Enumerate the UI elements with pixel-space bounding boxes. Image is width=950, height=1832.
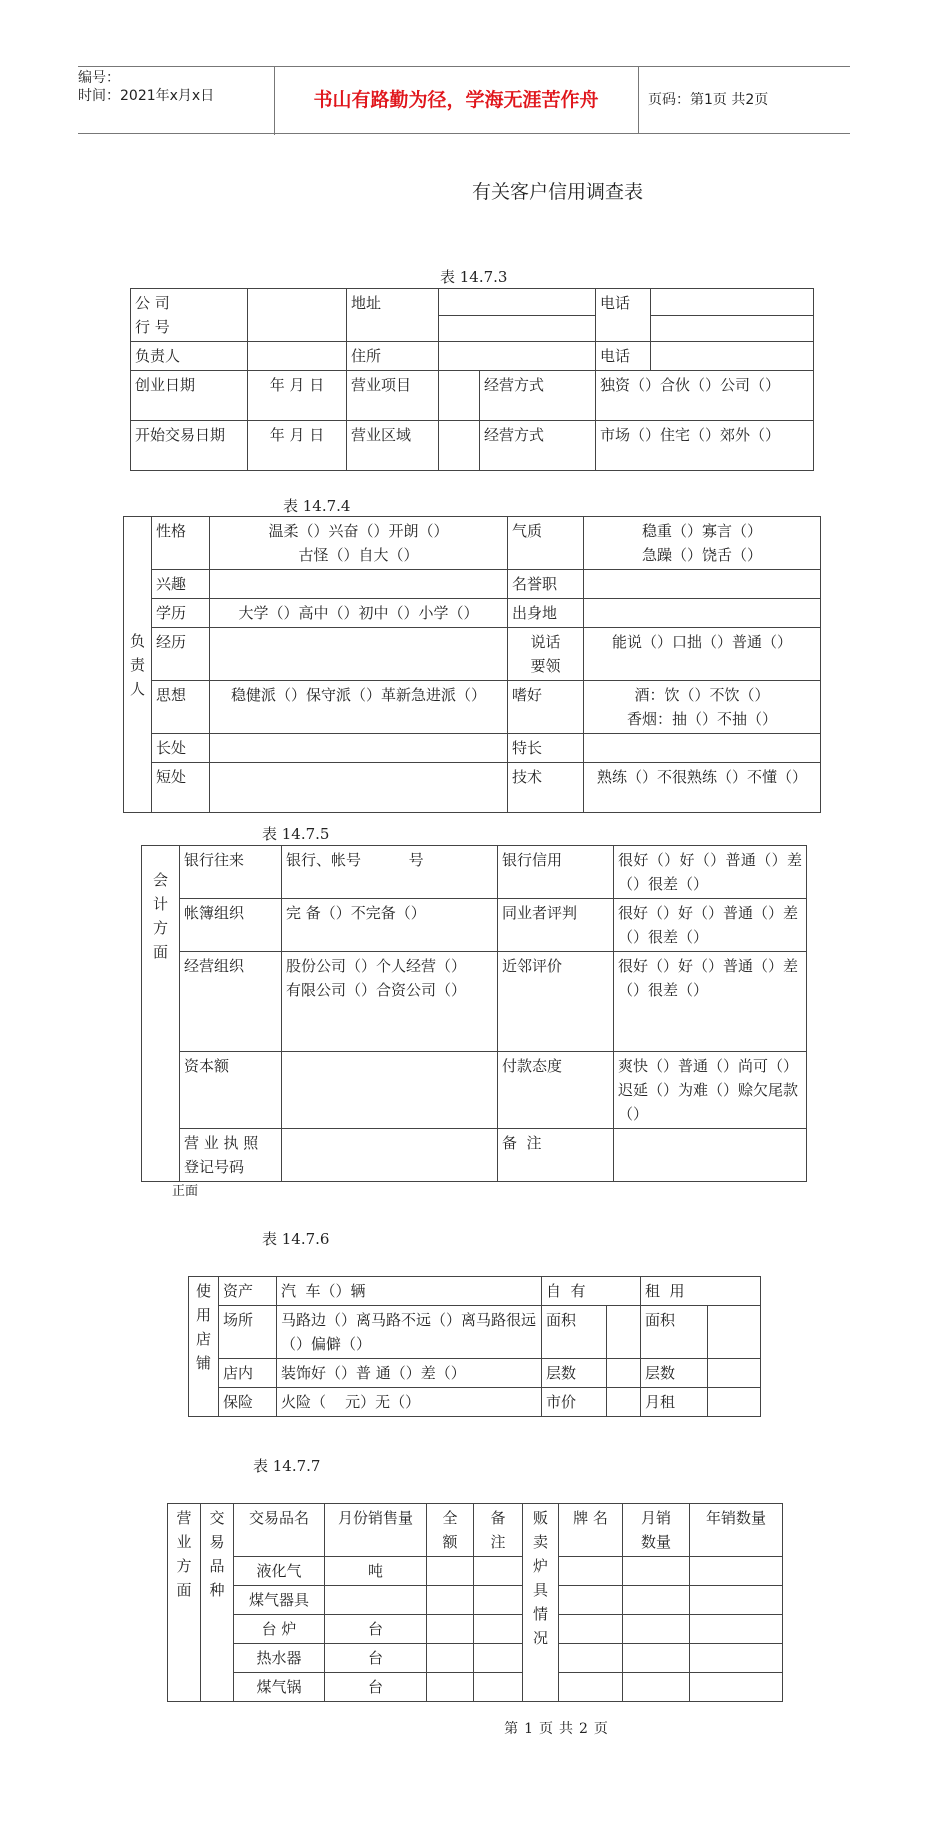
- label-inside: 店内: [219, 1359, 277, 1388]
- label-thought: 思想: [152, 681, 210, 734]
- temperament-options: 稳重（）寡言（） 急躁（）饶舌（）: [584, 517, 821, 570]
- footer-ye: 页: [539, 1721, 553, 1737]
- label-market-price: 市价: [542, 1388, 607, 1417]
- owner-side-label: 负责人: [124, 517, 152, 813]
- org-options-1: 股份公司（）个人经营（）: [286, 957, 467, 975]
- payment-options: 爽快（）普通（）尚可（）迟延（）为难（）赊欠尾款（）: [614, 1052, 807, 1129]
- org-options: [282, 952, 498, 1052]
- stove-brand[interactable]: [559, 1615, 623, 1644]
- value-interest[interactable]: [210, 570, 508, 599]
- value-owner[interactable]: [248, 342, 347, 371]
- peer-options: 很好（）好（）普通（）差（）很差（）: [614, 899, 807, 952]
- business-area-options: 市场（）住宅（）郊外（）: [596, 421, 814, 471]
- stove-brand[interactable]: [559, 1557, 623, 1586]
- label-owner: 负责人: [131, 342, 248, 371]
- value-monthly-rent[interactable]: [708, 1388, 761, 1417]
- label-character: 性格: [152, 517, 210, 570]
- owner-table: [123, 516, 821, 813]
- col-item-name: 交易品名: [234, 1504, 325, 1557]
- footer-total-num: 2: [579, 1721, 588, 1737]
- label-bank-credit: 银行信用: [498, 846, 614, 899]
- business-table: [167, 1503, 783, 1702]
- stove-month[interactable]: [623, 1673, 690, 1702]
- label-residence: 住所: [347, 342, 439, 371]
- item-total[interactable]: [427, 1586, 474, 1615]
- item-unit: 吨: [325, 1557, 427, 1586]
- label-monthly-rent: 月租: [641, 1388, 708, 1417]
- value-business-area[interactable]: [439, 421, 480, 471]
- value-rent-floors[interactable]: [708, 1359, 761, 1388]
- item-total[interactable]: [427, 1644, 474, 1673]
- label-books: 帐簿组织: [180, 899, 282, 952]
- stove-month[interactable]: [623, 1557, 690, 1586]
- col-brand: 牌 名: [559, 1504, 623, 1557]
- label-remark: 备 注: [498, 1129, 614, 1182]
- value-experience[interactable]: [210, 628, 508, 681]
- label-manage-mode-2: 经营方式: [480, 421, 596, 471]
- label-birthplace: 出身地: [508, 599, 584, 628]
- accounting-side-label: 会计方面: [142, 846, 180, 1182]
- time-label: 时间：2021年x月x日: [78, 88, 215, 104]
- character-options: 温柔（）兴奋（）开朗（） 古怪（）自大（）: [210, 517, 508, 570]
- col-month-sales: 月份销售量: [325, 1504, 427, 1557]
- label-asset: 资产: [219, 1277, 277, 1306]
- value-founded-date: 年 月 日: [248, 371, 347, 421]
- stove-year[interactable]: [690, 1644, 783, 1673]
- item-name: 台 炉: [234, 1615, 325, 1644]
- value-honor[interactable]: [584, 570, 821, 599]
- label-interest: 兴趣: [152, 570, 210, 599]
- label-rent-area: 面积: [641, 1306, 708, 1359]
- label-phone-2: 电话: [596, 342, 651, 371]
- footer-di: 第: [504, 1721, 519, 1737]
- value-weakness[interactable]: [210, 763, 508, 813]
- stove-brand[interactable]: [559, 1644, 623, 1673]
- value-phone-2[interactable]: [651, 315, 814, 342]
- col-total: 全 额: [427, 1504, 474, 1557]
- item-remark[interactable]: [474, 1615, 523, 1644]
- label-own: 自 有: [542, 1277, 641, 1306]
- label-experience: 经历: [152, 628, 210, 681]
- inside-options: 装饰好（）普 通（）差（）: [277, 1359, 542, 1388]
- label-company: 公 司 行 号: [131, 289, 248, 342]
- value-business-item[interactable]: [439, 371, 480, 421]
- value-residence[interactable]: [439, 342, 596, 371]
- value-own-area[interactable]: [607, 1306, 641, 1359]
- stove-year[interactable]: [690, 1673, 783, 1702]
- number-label: 编号：: [78, 70, 120, 86]
- stove-side-label: 贩卖炉具情况: [523, 1504, 559, 1702]
- speech-options: 能说（）口拙（）普通（）: [584, 628, 821, 681]
- table-caption-1477: 表 14.7.7: [253, 1457, 321, 1475]
- business-side-label: 营业方面: [168, 1504, 201, 1702]
- table-caption-1475: 表 14.7.5: [262, 825, 330, 843]
- front-note: 正面: [172, 1184, 199, 1199]
- trade-type-side-label: 交易品种: [201, 1504, 234, 1702]
- item-unit: 台: [325, 1644, 427, 1673]
- stove-brand[interactable]: [559, 1673, 623, 1702]
- page-info: 页码：第1页 共2页: [648, 92, 769, 108]
- label-bank: 银行往来: [180, 846, 282, 899]
- item-remark[interactable]: [474, 1586, 523, 1615]
- header-meta: [78, 67, 275, 135]
- label-temperament: 气质: [508, 517, 584, 570]
- car-options: 汽 车（）辆: [277, 1277, 542, 1306]
- col-remark: 备 注: [474, 1504, 523, 1557]
- stove-brand[interactable]: [559, 1586, 623, 1615]
- label-manage-mode: 经营方式: [480, 371, 596, 421]
- company-table: [130, 288, 814, 471]
- neighbor-options: 很好（）好（）普通（）差（）很差（）: [614, 952, 807, 1052]
- value-phone-1[interactable]: [651, 289, 814, 316]
- item-name: 煤气器具: [234, 1586, 325, 1615]
- label-org: 经营组织: [180, 952, 282, 1052]
- store-side-label: 使用店铺: [189, 1277, 219, 1417]
- item-remark[interactable]: [474, 1644, 523, 1673]
- value-license[interactable]: [282, 1129, 498, 1182]
- footer-page-num: 1: [524, 1721, 533, 1737]
- accounting-table: [141, 845, 807, 1182]
- label-own-area: 面积: [542, 1306, 607, 1359]
- label-weakness: 短处: [152, 763, 210, 813]
- label-rent-floors: 层数: [641, 1359, 708, 1388]
- table-caption-1473: 表 14.7.3: [440, 268, 508, 286]
- item-unit: 台: [325, 1673, 427, 1702]
- label-license: 营 业 执 照 登记号码: [180, 1129, 282, 1182]
- stove-month[interactable]: [623, 1586, 690, 1615]
- skill-options: 熟练（）不很熟练（）不懂（）: [584, 763, 821, 813]
- stove-year[interactable]: [690, 1615, 783, 1644]
- label-hobby: 嗜好: [508, 681, 584, 734]
- label-skill: 技术: [508, 763, 584, 813]
- item-total[interactable]: [427, 1673, 474, 1702]
- label-address: 地址: [347, 289, 439, 342]
- bank-credit-options: 很好（）好（）普通（）差（）很差（）: [614, 846, 807, 899]
- value-birthplace[interactable]: [584, 599, 821, 628]
- stove-year[interactable]: [690, 1586, 783, 1615]
- value-remark[interactable]: [614, 1129, 807, 1182]
- item-total[interactable]: [427, 1615, 474, 1644]
- stove-year[interactable]: [690, 1557, 783, 1586]
- value-address-1[interactable]: [439, 289, 596, 316]
- education-options: 大学（）高中（）初中（）小学（）: [210, 599, 508, 628]
- hobby-options: 酒：饮（）不饮（） 香烟：抽（）不抽（）: [584, 681, 821, 734]
- label-strength: 长处: [152, 734, 210, 763]
- item-name: 煤气锅: [234, 1673, 325, 1702]
- value-specialty[interactable]: [584, 734, 821, 763]
- col-month-sale2: 月销 数量: [623, 1504, 690, 1557]
- books-options: 完 备（）不完备（）: [282, 899, 498, 952]
- label-founded: 创业日期: [131, 371, 248, 421]
- label-phone: 电话: [596, 289, 651, 342]
- insurance-options: 火险（ 元）无（）: [277, 1388, 542, 1417]
- label-place: 场所: [219, 1306, 277, 1359]
- label-payment: 付款态度: [498, 1052, 614, 1129]
- label-insurance: 保险: [219, 1388, 277, 1417]
- value-market-price[interactable]: [607, 1388, 641, 1417]
- value-capital[interactable]: [282, 1052, 498, 1129]
- item-remark[interactable]: [474, 1673, 523, 1702]
- page-footer: [0, 1718, 950, 1738]
- label-business-item: 营业项目: [347, 371, 439, 421]
- col-year-sale: 年销数量: [690, 1504, 783, 1557]
- value-strength[interactable]: [210, 734, 508, 763]
- table-caption-1476: 表 14.7.6: [262, 1230, 330, 1248]
- label-trade-start: 开始交易日期: [131, 421, 248, 471]
- label-specialty: 特长: [508, 734, 584, 763]
- item-total[interactable]: [427, 1557, 474, 1586]
- table-caption-1474: 表 14.7.4: [283, 497, 351, 515]
- document-title: 有关客户信用调查表: [471, 181, 643, 203]
- footer-gong: 共: [559, 1721, 573, 1737]
- footer-ye-2: 页: [593, 1721, 608, 1737]
- label-neighbor: 近邻评价: [498, 952, 614, 1052]
- item-unit: 台: [325, 1615, 427, 1644]
- label-honor: 名誉职: [508, 570, 584, 599]
- thought-options: 稳健派（）保守派（）革新急进派（）: [210, 681, 508, 734]
- stove-month[interactable]: [623, 1644, 690, 1673]
- item-name: 液化气: [234, 1557, 325, 1586]
- label-business-area: 营业区域: [347, 421, 439, 471]
- value-company[interactable]: [248, 289, 347, 342]
- stove-month[interactable]: [623, 1615, 690, 1644]
- motto: 书山有路勤为径，学海无涯苦作舟: [274, 67, 639, 133]
- value-owner-phone[interactable]: [651, 342, 814, 371]
- value-rent-area[interactable]: [708, 1306, 761, 1359]
- value-trade-start-date: 年 月 日: [248, 421, 347, 471]
- bank-account: 银行、帐号 号: [282, 846, 498, 899]
- label-own-floors: 层数: [542, 1359, 607, 1388]
- value-address-2[interactable]: [439, 315, 596, 342]
- label-rent: 租 用: [641, 1277, 761, 1306]
- label-capital: 资本额: [180, 1052, 282, 1129]
- org-options-2: 有限公司（）合资公司（）: [286, 981, 467, 999]
- item-unit: [325, 1586, 427, 1615]
- manage-mode-options: 独资（）合伙（）公司（）: [596, 371, 814, 421]
- label-education: 学历: [152, 599, 210, 628]
- label-peer: 同业者评判: [498, 899, 614, 952]
- page-header: [78, 66, 850, 134]
- item-remark[interactable]: [474, 1557, 523, 1586]
- store-table: [188, 1276, 761, 1417]
- label-speech: 说话 要领: [508, 628, 584, 681]
- place-options: 马路边（）离马路不远（）离马路很远（）偏僻（）: [277, 1306, 542, 1359]
- item-name: 热水器: [234, 1644, 325, 1673]
- value-own-floors[interactable]: [607, 1359, 641, 1388]
